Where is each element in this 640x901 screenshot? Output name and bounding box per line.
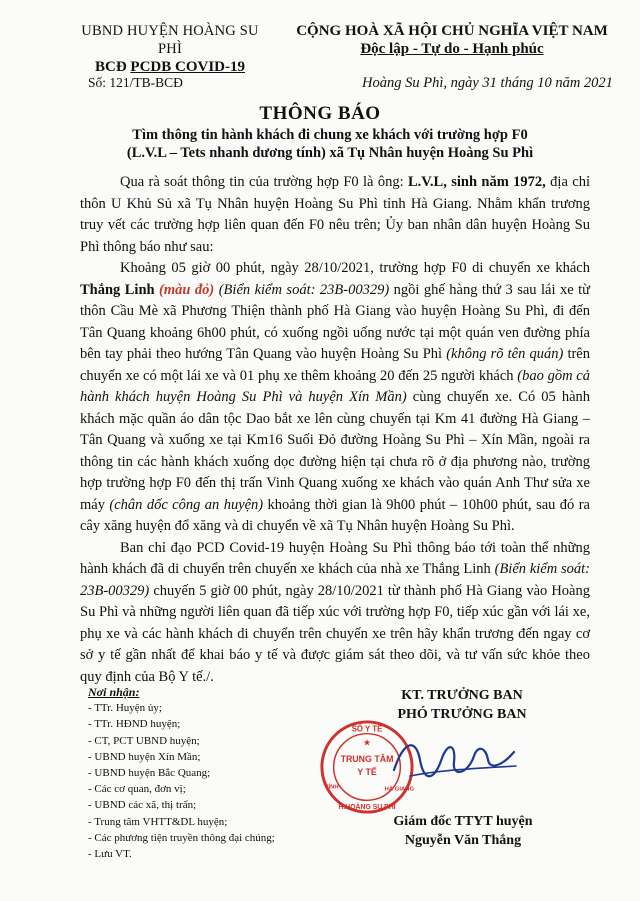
- recipient-item: - Các phương tiện truyền thông đại chúng;: [88, 831, 275, 844]
- nation-line2: Độc lập - Tự do - Hạnh phúc: [360, 41, 544, 57]
- recipients-heading: Nơi nhận:: [88, 685, 140, 699]
- p2-plate: (Biển kiểm soát: 23B-00329): [214, 281, 390, 298]
- p1-case-id: L.V.L, sinh năm 1972,: [408, 174, 546, 190]
- paragraph-3: [80, 538, 590, 689]
- seal-text-left: TỈNH: [324, 784, 339, 791]
- p2-text-i: cùng chuyến xe. Có 05 hành khách mặc quần áo dân tộc Dao bắt xe lên cùng chuyến tại Km 41 đường Hà Giang – Tân Quang và xuống xe tại Km16 Suối Đỏ đường Hoàng Su Phì – Xín Mần, ngoài ra thông tin các hành khách xuống dọc đường hiện tại chưa rõ ở địa phương nào, trường hợp trường hợp F0 đến thị trấn Vinh Quang xuống xe khách vào quán Anh Thư sửa xe máy: [80, 389, 591, 513]
- recipient-item: - Lưu VT.: [88, 848, 132, 861]
- p3-text-c: chuyến 5 giờ 00 phút, ngày 28/10/2021 từ thành phố Hà Giang vào Hoàng Su Phì và những người liên quan đã tiếp xúc với trường hợp F0, tiếp xúc gần với lái xe, phụ xe và các hành khách di chuyển trên chuyến xe trên hãy khẩn trương đến ngay cơ sở y tế gần nhất để khai báo y tế và được giám sát theo dõi, và tư vấn sức khỏe theo quy định của Bộ Y tế./.: [80, 582, 590, 685]
- recipient-item: - UBND các xã, thị trấn;: [88, 799, 197, 812]
- p2-text-j: (chân dốc công an huyện): [109, 496, 264, 513]
- handwritten-signature-icon: [390, 730, 520, 790]
- p2-text-h: (bao gồm cả hành khách huyện Hoàng Su Phì và huyện Xín Mần): [80, 367, 590, 405]
- recipient-item: - TTr. HĐND huyện;: [88, 718, 181, 731]
- nation-line1: CỘNG HOÀ XÃ HỘI CHỦ NGHĨA VIỆT NAM: [296, 23, 608, 39]
- signature-line1: KT. TRƯỞNG BAN: [401, 688, 523, 703]
- p2-bus-name: Thắng Linh: [80, 281, 155, 298]
- org-line2: [70, 58, 270, 76]
- signature-line2: PHÓ TRƯỞNG BAN: [397, 707, 527, 722]
- org-line1: UBND HUYỆN HOÀNG SU PHÌ: [81, 23, 259, 57]
- document-number: Số: 121/TB-BCĐ: [88, 75, 183, 90]
- p2-text-e: ngồi ghế hàng thứ 3 sau lái xe từ thôn Cầu Mè xã Phương Thiện thành phố Hà Giang vào huyện Hoàng Su Phì, đi đến Tân Quang khoảng 6h00 phút, có xuống ngồi uống nước tại một quán ven đường phía bên tay phải theo hướng Tân Quang vào huyện Hoàng Su Phì: [80, 281, 590, 362]
- subtitle-line2: (L.V.L – Tets nhanh dương tính) xã Tụ Nhân huyện Hoàng Su Phì: [126, 145, 534, 161]
- seal-text-center2: Y TẾ: [357, 766, 377, 777]
- seal-text-top: SỐ Y TẾ: [351, 724, 383, 734]
- p2-text-f: (không rõ tên quán): [446, 346, 564, 362]
- p2-text-g: trên chuyến xe có một lái xe và 01 phụ xe thêm khoảng 20 đến 25 người khách: [80, 346, 590, 384]
- seal-text-right: HÀ GIANG: [384, 786, 415, 793]
- p3-plate: (Biển kiểm soát: 23B-00329): [80, 561, 590, 599]
- signer-title: Giám đốc TTYT huyện: [393, 814, 533, 829]
- org-line2-underlined: PCDB COVID-19: [130, 59, 245, 75]
- p1-text-c: địa chỉ thôn U Khủ Sủ xã Tụ Nhân huyện Hoàng Su Phì tỉnh Hà Giang. Nhằm khẩn trương truy vết các trường hợp liên quan đến F0 nêu trên; Ủy ban nhân dân huyện Hoàng Su Phì thông báo như sau:: [80, 174, 590, 255]
- p2-bus-color: (màu đỏ): [154, 281, 215, 298]
- issuing-authority: [70, 22, 270, 76]
- paragraph-2: [80, 258, 590, 538]
- seal-text-bottom: H.HOÀNG SU PHÌ: [338, 804, 396, 812]
- p2-text-k: khoảng thời gian là 9h00 phút – 10h00 phút, sau đó ra cây xăng huyện đổ xăng và di chuyển về xã Tụ Nhân huyện Hoàng Su Phì.: [80, 496, 590, 534]
- document-body: [80, 172, 590, 688]
- recipients-list: [88, 684, 318, 862]
- national-motto: [292, 22, 612, 58]
- recipient-item: - UBND huyện Bắc Quang;: [88, 767, 211, 780]
- recipient-item: - Trung tâm VHTT&DL huyện;: [88, 815, 228, 828]
- p1-text-a: Qua rà soát thông tin của trường hợp F0 là ông:: [120, 174, 409, 190]
- signer-block: [373, 812, 553, 850]
- org-line2-prefix: BCĐ: [94, 59, 127, 75]
- seal-star-icon: ★: [363, 737, 371, 748]
- p2-text-a: Khoảng 05 giờ 00 phút, ngày 28/10/2021, trường hợp F0 di chuyển xe khách: [120, 260, 590, 276]
- document-title: THÔNG BÁO: [259, 103, 381, 124]
- document-date: Hoàng Su Phì, ngày 31 tháng 10 năm 2021: [362, 75, 613, 91]
- recipient-item: - TTr. Huyện ủy;: [88, 702, 162, 715]
- document-subtitle: [100, 126, 560, 162]
- recipient-item: - CT, PCT UBND huyện;: [88, 734, 200, 747]
- seal-text-center: TRUNG TÂM: [340, 754, 394, 765]
- p3-text-a: Ban chỉ đạo PCD Covid-19 huyện Hoàng Su Phì thông báo tới toàn thể những hành khách đã di chuyển trên chuyến xe khách của nhà xe Thắng Linh: [80, 539, 590, 577]
- subtitle-line1: Tìm thông tin hành khách đi chung xe khách với trường hợp F0: [132, 127, 528, 143]
- paragraph-1: [80, 172, 590, 258]
- recipient-item: - UBND huyện Xín Mần;: [88, 750, 201, 763]
- recipient-item: - Các cơ quan, đơn vị;: [88, 783, 186, 796]
- signer-name: Nguyễn Văn Thắng: [404, 833, 522, 848]
